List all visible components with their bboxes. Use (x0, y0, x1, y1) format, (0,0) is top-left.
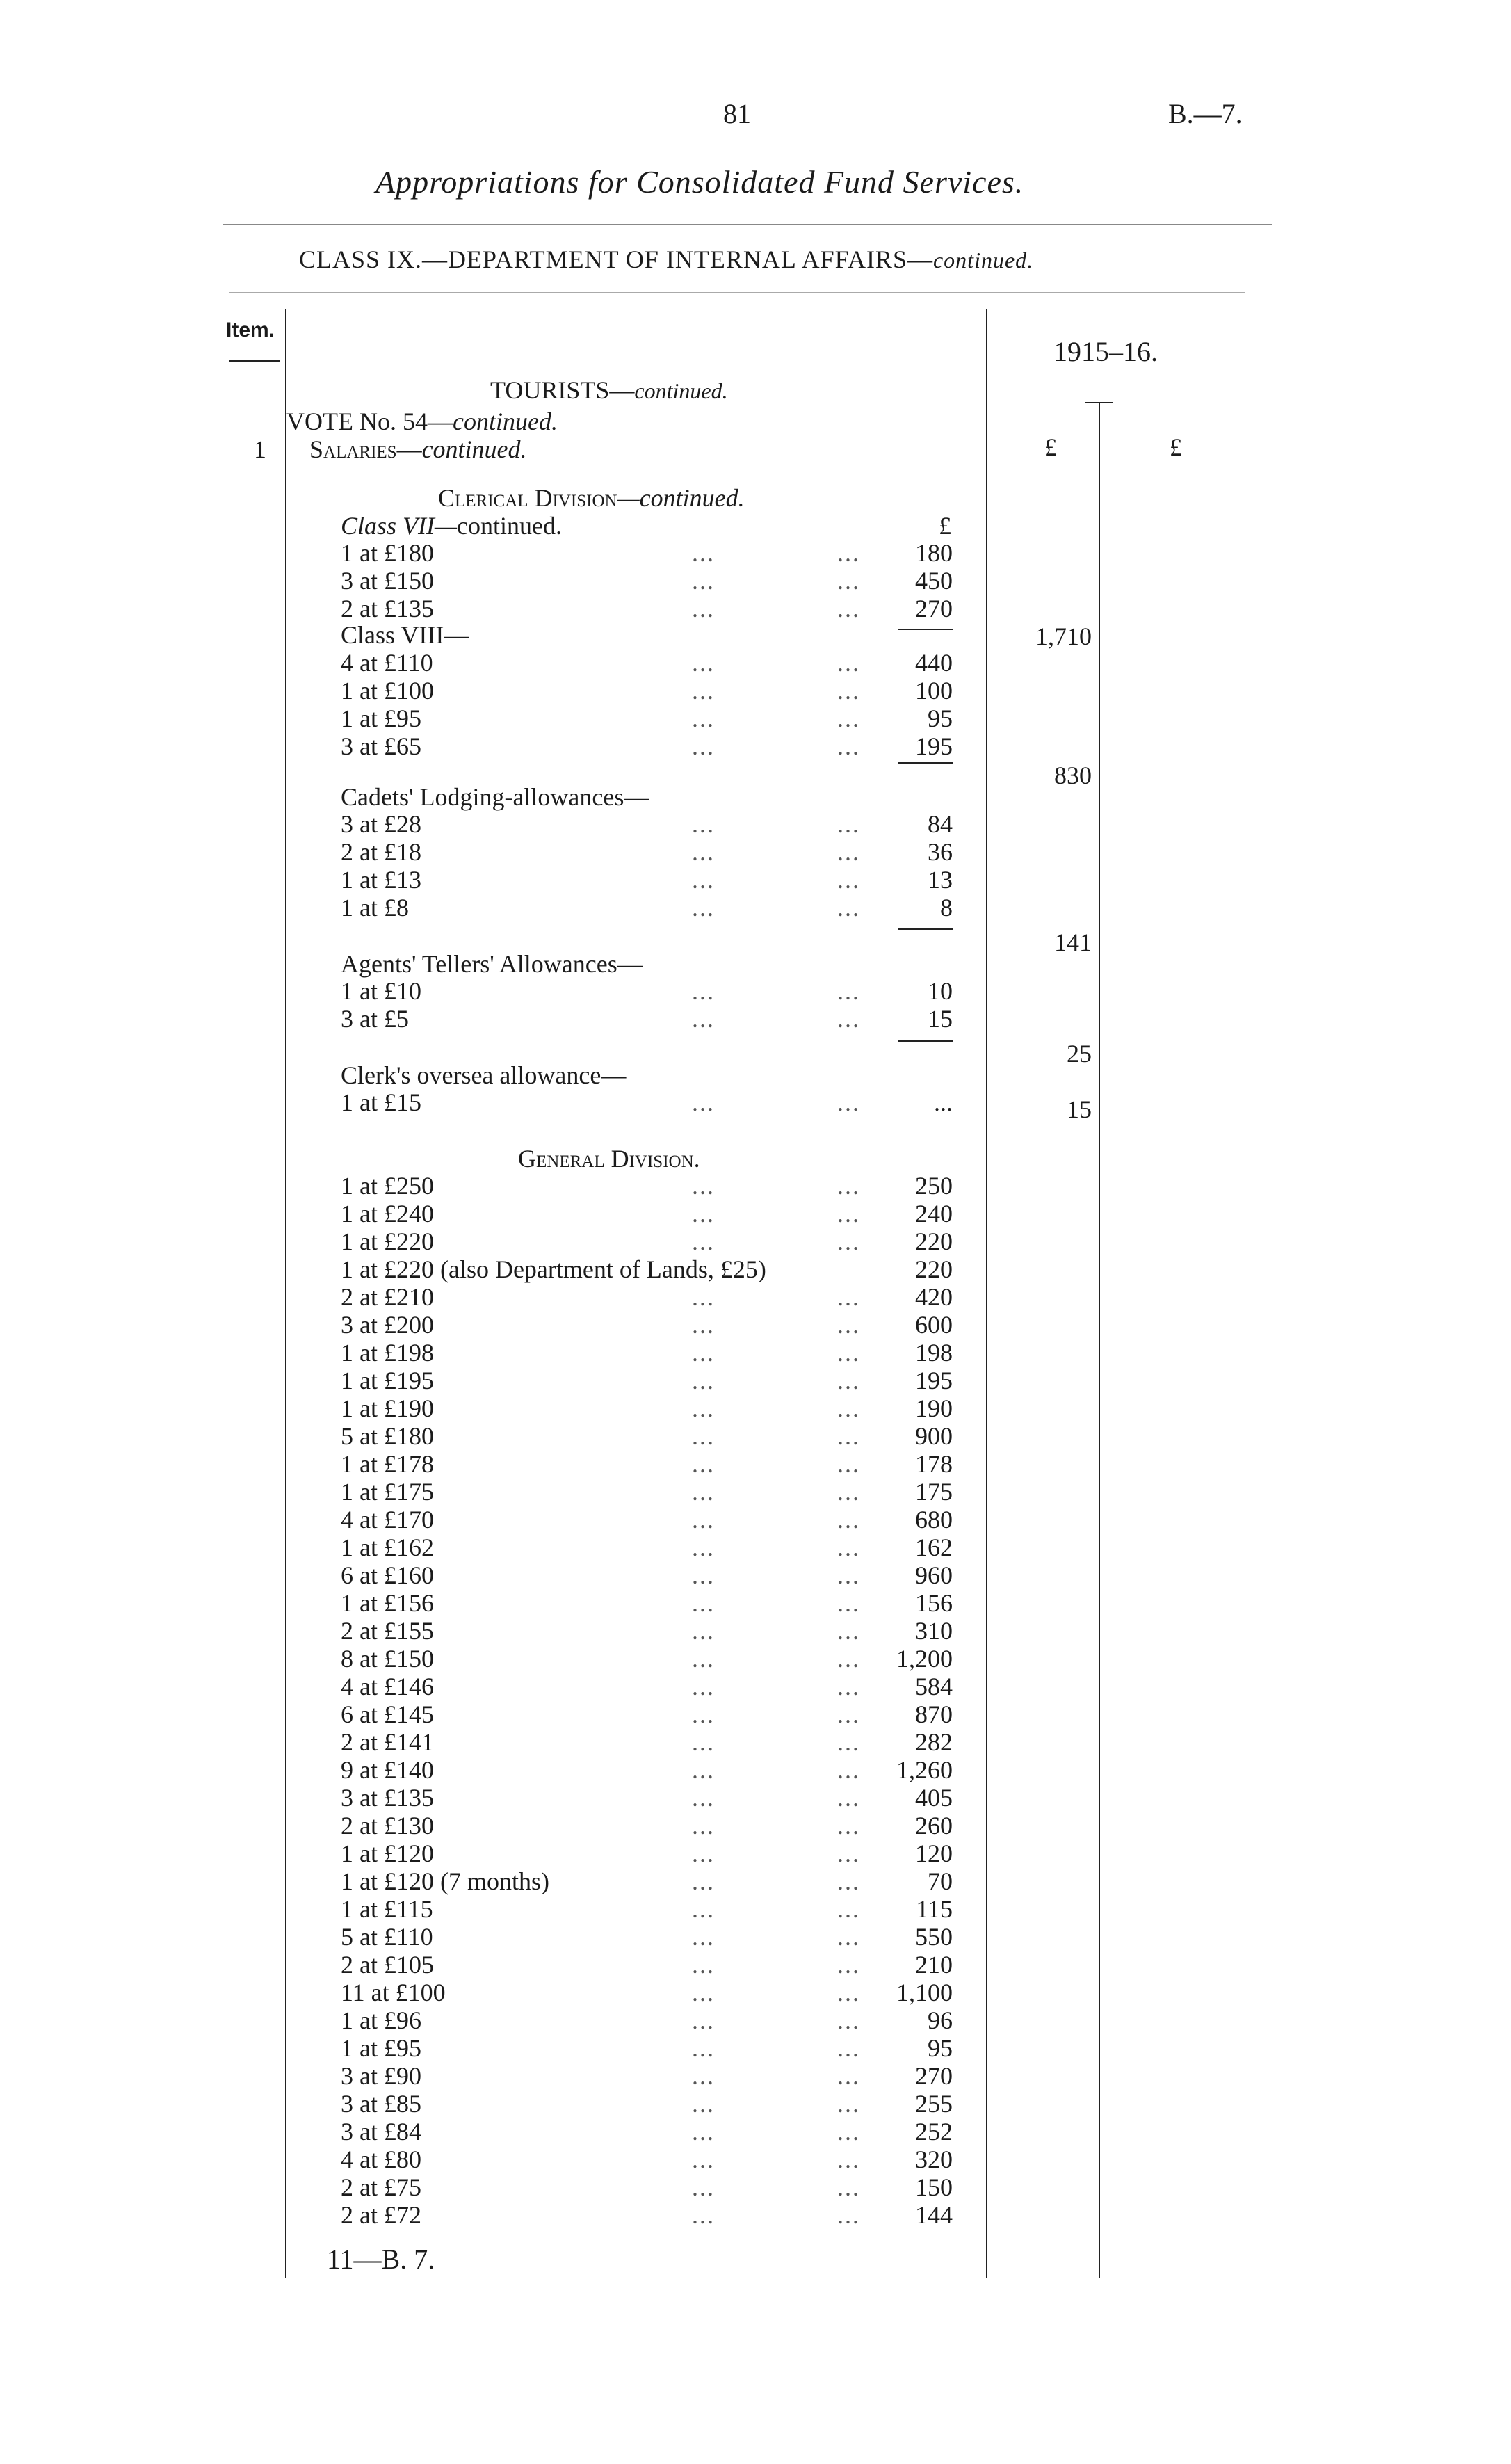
leader-dots: ... ... (692, 1339, 860, 1367)
entry-description: 2 at £135 (341, 595, 434, 622)
leader-dots: ... ... (692, 894, 860, 921)
leader-dots: ... ... (692, 1673, 860, 1700)
general-row (341, 2034, 953, 2062)
clerk-row (341, 1088, 953, 1116)
general-row (341, 2006, 953, 2034)
general-row (341, 1895, 953, 1923)
entry-description: 1 at £180 (341, 539, 434, 567)
entry-description: 1 at £195 (341, 1367, 434, 1394)
class8-row (341, 649, 953, 677)
general-row (341, 1478, 953, 1506)
entry-amount: 195 (915, 732, 953, 760)
entry-amount: 870 (915, 1700, 953, 1728)
entry-amount: 900 (915, 1422, 953, 1450)
entry-description: 1 at £100 (341, 677, 434, 704)
entry-description: 2 at £72 (341, 2201, 421, 2229)
entry-amount: 13 (928, 866, 953, 894)
leader-dots: ... ... (692, 866, 860, 894)
entry-amount: 440 (915, 649, 953, 677)
leader-dots: ... ... (692, 1005, 860, 1033)
class7-heading: Class VII—continued. (341, 512, 562, 540)
leader-dots: ... ... (692, 732, 860, 760)
leader-dots: ... ... (692, 1200, 860, 1227)
entry-description: 6 at £145 (341, 1700, 434, 1728)
document-reference: B.—7. (1168, 98, 1243, 129)
class8-row (341, 677, 953, 704)
general-row (341, 2201, 953, 2229)
general-row (341, 1756, 953, 1784)
class7-row (341, 567, 953, 595)
subtotal-class8: 830 (1054, 762, 1092, 789)
entry-description: 5 at £110 (341, 1923, 433, 1951)
general-row (341, 1673, 953, 1700)
class8-rule (898, 762, 953, 764)
leader-dots: ... ... (692, 1784, 860, 1812)
subtotal-agents: 25 (1067, 1040, 1092, 1068)
vote-heading: VOTE No. 54—continued. (286, 408, 558, 435)
currency-label-subtotal: £ (1044, 433, 1057, 461)
leader-dots: ... ... (692, 1394, 860, 1422)
entry-amount: 180 (915, 539, 953, 567)
general-row (341, 1367, 953, 1394)
leader-dots: ... ... (692, 1728, 860, 1756)
entry-description: 8 at £150 (341, 1645, 434, 1673)
general-row (341, 1450, 953, 1478)
entry-description: 3 at £84 (341, 2118, 421, 2145)
entry-description: 1 at £220 (341, 1227, 434, 1255)
general-row (341, 1867, 953, 1895)
entry-amount: 195 (915, 1367, 953, 1394)
entry-amount: 70 (928, 1867, 953, 1895)
subtotal-class7: 1,710 (1035, 622, 1092, 650)
leader-dots: ... ... (692, 2090, 860, 2118)
leader-dots: ... ... (692, 1951, 860, 1979)
entry-amount: 10 (928, 977, 953, 1005)
item-header-rule (229, 360, 280, 362)
entry-amount: 600 (915, 1311, 953, 1339)
entry-description: 3 at £85 (341, 2090, 421, 2118)
entry-amount: 960 (915, 1561, 953, 1589)
entry-amount: 178 (915, 1450, 953, 1478)
entry-amount: 150 (915, 2173, 953, 2201)
general-row (341, 2173, 953, 2201)
entry-description: 3 at £135 (341, 1784, 434, 1812)
entry-amount: 584 (915, 1673, 953, 1700)
entry-amount: 156 (915, 1589, 953, 1617)
entry-description: 6 at £160 (341, 1561, 434, 1589)
leader-dots: ... ... (692, 1617, 860, 1645)
leader-dots: ... ... (692, 1589, 860, 1617)
entry-description: 1 at £220 (also Department of Lands, £25) (341, 1255, 766, 1283)
leader-dots: ... ... (692, 1172, 860, 1200)
general-row (341, 2062, 953, 2090)
leader-dots: ... ... (692, 1812, 860, 1839)
item-column-divider (285, 309, 286, 2278)
entry-description: 2 at £18 (341, 838, 421, 866)
section-tourists: TOURISTS—continued. (490, 376, 728, 404)
entry-amount: 175 (915, 1478, 953, 1506)
entry-description: 1 at £162 (341, 1533, 434, 1561)
general-row (341, 2090, 953, 2118)
page-signature: 11—B. 7. (327, 2244, 435, 2275)
cadets-row (341, 866, 953, 894)
entry-amount: 450 (915, 567, 953, 595)
cadets-rule (898, 928, 953, 930)
entry-amount: 162 (915, 1533, 953, 1561)
entry-amount: 270 (915, 595, 953, 622)
agents-row (341, 977, 953, 1005)
agents-heading: Agents' Tellers' Allowances— (341, 950, 643, 978)
entry-description: 3 at £200 (341, 1311, 434, 1339)
currency-label-total: £ (1170, 433, 1182, 461)
leader-dots: ... ... (692, 1283, 860, 1311)
entry-amount: ... (934, 1088, 953, 1116)
leader-dots: ... ... (692, 977, 860, 1005)
entry-description: 1 at £120 (7 months) (341, 1867, 549, 1895)
year-label: 1915–16. (1053, 336, 1158, 367)
entry-description: 4 at £146 (341, 1673, 434, 1700)
general-row (341, 1951, 953, 1979)
entry-amount: 1,100 (896, 1979, 953, 2006)
class7-row (341, 595, 953, 622)
entry-description: 1 at £190 (341, 1394, 434, 1422)
leader-dots: ... ... (692, 677, 860, 704)
entry-description: 3 at £65 (341, 732, 421, 760)
entry-amount: 680 (915, 1506, 953, 1533)
general-row (341, 1839, 953, 1867)
entry-description: 2 at £155 (341, 1617, 434, 1645)
general-row (341, 1506, 953, 1533)
class8-heading: Class VIII— (341, 621, 469, 649)
year-rule (1085, 402, 1113, 403)
entry-amount: 420 (915, 1283, 953, 1311)
agents-row (341, 1005, 953, 1033)
item-number: 1 (254, 435, 266, 463)
leader-dots: ... ... (692, 1756, 860, 1784)
general-row (341, 1979, 953, 2006)
class8-row (341, 732, 953, 760)
entry-description: 9 at £140 (341, 1756, 434, 1784)
entry-description: 4 at £80 (341, 2145, 421, 2173)
entry-description: 5 at £180 (341, 1422, 434, 1450)
leader-dots: ... ... (692, 2118, 860, 2145)
entry-amount: 270 (915, 2062, 953, 2090)
amount-column-divider (986, 309, 987, 2278)
leader-dots: ... ... (692, 2062, 860, 2090)
leader-dots: ... ... (692, 838, 860, 866)
leader-dots: ... ... (692, 1506, 860, 1533)
subtotal-column-divider (1099, 403, 1100, 2278)
class8-row (341, 704, 953, 732)
general-row (341, 1700, 953, 1728)
entry-amount: 260 (915, 1812, 953, 1839)
general-row (341, 1728, 953, 1756)
general-row (341, 1339, 953, 1367)
entry-description: 3 at £150 (341, 567, 434, 595)
salaries-heading: Salaries—continued. (309, 435, 527, 463)
entry-amount: 8 (940, 894, 953, 921)
entry-description: 3 at £90 (341, 2062, 421, 2090)
entry-amount: 36 (928, 838, 953, 866)
general-row (341, 1172, 953, 1200)
leader-dots: ... ... (692, 539, 860, 567)
entry-amount: 144 (915, 2201, 953, 2229)
leader-dots: ... ... (692, 810, 860, 838)
subtotal-cadets: 141 (1054, 928, 1092, 956)
cadets-row (341, 810, 953, 838)
entry-amount: 1,200 (896, 1645, 953, 1673)
general-row (341, 1812, 953, 1839)
entry-description: 2 at £210 (341, 1283, 434, 1311)
general-row (341, 1283, 953, 1311)
entry-amount: 220 (915, 1255, 953, 1283)
agents-rule (898, 1040, 953, 1042)
entry-amount: 405 (915, 1784, 953, 1812)
entry-amount: 84 (928, 810, 953, 838)
class-heading: CLASS IX.—DEPARTMENT OF INTERNAL AFFAIRS—continued. (299, 245, 1034, 273)
leader-dots: ... ... (692, 1227, 860, 1255)
general-division-heading: General Division. (518, 1145, 700, 1173)
entry-amount: 95 (928, 704, 953, 732)
entry-description: 1 at £175 (341, 1478, 434, 1506)
leader-dots: ... ... (692, 1923, 860, 1951)
subtotal-clerk: 15 (1067, 1095, 1092, 1123)
entry-amount: 115 (916, 1895, 953, 1923)
entry-amount: 96 (928, 2006, 953, 2034)
entry-amount: 220 (915, 1227, 953, 1255)
general-row (341, 1394, 953, 1422)
leader-dots: ... ... (692, 649, 860, 677)
cadets-row (341, 838, 953, 866)
entry-description: 1 at £95 (341, 2034, 421, 2062)
entry-amount: 120 (915, 1839, 953, 1867)
entry-description: 1 at £96 (341, 2006, 421, 2034)
cadets-row (341, 894, 953, 921)
entry-description: 1 at £10 (341, 977, 421, 1005)
entry-amount: 550 (915, 1923, 953, 1951)
leader-dots: ... ... (692, 1645, 860, 1673)
class7-row (341, 539, 953, 567)
entry-description: 1 at £115 (341, 1895, 433, 1923)
entry-amount: 240 (915, 1200, 953, 1227)
leader-dots: ... ... (692, 2034, 860, 2062)
leader-dots: ... ... (692, 1311, 860, 1339)
entry-amount: 100 (915, 677, 953, 704)
class7-rule (898, 629, 953, 630)
entry-description: 1 at £8 (341, 894, 409, 921)
general-row (341, 1645, 953, 1673)
general-row (341, 1227, 953, 1255)
general-row (341, 2118, 953, 2145)
clerk-heading: Clerk's oversea allowance— (341, 1061, 627, 1089)
leader-dots: ... ... (692, 1895, 860, 1923)
item-column-header: Item. (226, 319, 275, 341)
leader-dots: ... ... (692, 1088, 860, 1116)
entry-amount: 282 (915, 1728, 953, 1756)
entry-description: 2 at £141 (341, 1728, 434, 1756)
general-row (341, 1589, 953, 1617)
entry-description: 4 at £170 (341, 1506, 434, 1533)
leader-dots: ... ... (692, 595, 860, 622)
entry-amount: 190 (915, 1394, 953, 1422)
general-row (341, 1255, 953, 1283)
leader-dots: ... ... (692, 1867, 860, 1895)
cadets-heading: Cadets' Lodging-allowances— (341, 783, 649, 811)
entry-description: 1 at £95 (341, 704, 421, 732)
entry-amount: 255 (915, 2090, 953, 2118)
general-row (341, 1311, 953, 1339)
general-row (341, 1617, 953, 1645)
page-title: Appropriations for Consolidated Fund Services. (375, 164, 1024, 200)
general-row (341, 2145, 953, 2173)
page-number: 81 (723, 98, 751, 129)
leader-dots: ... ... (692, 2201, 860, 2229)
entry-description: 1 at £250 (341, 1172, 434, 1200)
leader-dots: ... ... (692, 567, 860, 595)
entry-description: 3 at £5 (341, 1005, 409, 1033)
entry-description: 1 at £13 (341, 866, 421, 894)
entry-description: 3 at £28 (341, 810, 421, 838)
entry-description: 4 at £110 (341, 649, 433, 677)
leader-dots: ... ... (692, 1979, 860, 2006)
entry-amount: 95 (928, 2034, 953, 2062)
general-row (341, 1561, 953, 1589)
entry-description: 2 at £105 (341, 1951, 434, 1979)
entry-description: 1 at £120 (341, 1839, 434, 1867)
entry-description: 11 at £100 (341, 1979, 446, 2006)
leader-dots: ... ... (692, 1422, 860, 1450)
general-row (341, 1422, 953, 1450)
entry-amount: 1,260 (896, 1756, 953, 1784)
entry-amount: 250 (915, 1172, 953, 1200)
entry-amount: 198 (915, 1339, 953, 1367)
leader-dots: ... ... (692, 1533, 860, 1561)
leader-dots: ... ... (692, 1450, 860, 1478)
leader-dots: ... ... (692, 1700, 860, 1728)
entry-amount: 252 (915, 2118, 953, 2145)
entry-description: 1 at £156 (341, 1589, 434, 1617)
leader-dots: ... ... (692, 2145, 860, 2173)
leader-dots: ... ... (692, 2006, 860, 2034)
entry-amount: 15 (928, 1005, 953, 1033)
entry-amount: 210 (915, 1951, 953, 1979)
schedule-body (313, 0, 980, 2464)
leader-dots: ... ... (692, 1478, 860, 1506)
entry-description: 1 at £178 (341, 1450, 434, 1478)
general-row (341, 1923, 953, 1951)
leader-dots: ... ... (692, 704, 860, 732)
clerical-division-heading: Clerical Division—continued. (438, 484, 745, 512)
amount-currency-label: £ (939, 512, 951, 540)
leader-dots: ... ... (692, 1561, 860, 1589)
leader-dots: ... ... (692, 1839, 860, 1867)
general-row (341, 1784, 953, 1812)
general-row (341, 1533, 953, 1561)
entry-amount: 310 (915, 1617, 953, 1645)
entry-description: 2 at £75 (341, 2173, 421, 2201)
leader-dots: ... ... (692, 2173, 860, 2201)
entry-amount: 320 (915, 2145, 953, 2173)
general-row (341, 1200, 953, 1227)
leader-dots: ... ... (692, 1367, 860, 1394)
entry-description: 1 at £198 (341, 1339, 434, 1367)
entry-description: 1 at £15 (341, 1088, 421, 1116)
entry-description: 2 at £130 (341, 1812, 434, 1839)
entry-description: 1 at £240 (341, 1200, 434, 1227)
